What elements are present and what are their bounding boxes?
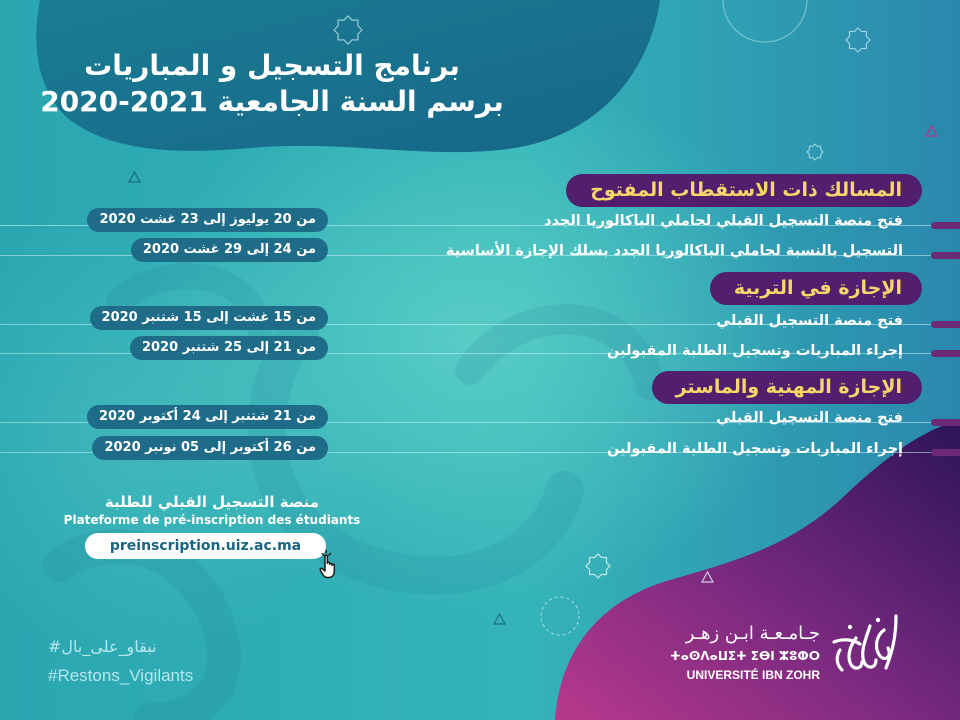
logo-stroke	[837, 650, 842, 670]
hashtag-arabic: #نبقاو_على_بال	[48, 637, 157, 656]
logo-stroke	[886, 616, 896, 668]
logo-stroke	[863, 626, 876, 667]
hand-pointer-icon	[315, 550, 343, 580]
poster-title-line-1: برنامج التسجيل و المباريات	[84, 49, 460, 82]
row-marker	[931, 252, 960, 259]
date-range-badge: من 15 غشت إلى 15 شتنبر 2020	[90, 306, 328, 330]
section-heading-professional-degree-master: الإجازة المهنية والماستر	[652, 371, 922, 404]
hand-shape	[320, 555, 334, 577]
section-heading-open-access-tracks: المسالك ذات الاستقطاب المفتوح	[566, 174, 922, 207]
platform-url-link[interactable]: preinscription.uiz.ac.ma	[85, 533, 326, 559]
schedule-step-label: التسجيل بالنسبة لحاملي الباكالوريا الجدد بسلك الإجازة الأساسية	[445, 243, 903, 259]
schedule-step-label: إجراء المباريات وتسجيل الطلبة المقبولين	[606, 343, 903, 359]
schedule-step-label: فتح منصة التسجيل القبلي	[716, 313, 903, 329]
university-name-french: UNIVERSITÉ IBN ZOHR	[686, 668, 820, 682]
row-marker	[931, 419, 960, 426]
logo-stroke	[877, 630, 890, 658]
university-name-tifinagh: ⵜⴰⵙⴷⴰⵡⵉⵜ ⵉⴱⵏ ⵣⵓⵀⵔ	[670, 649, 820, 663]
platform-title-french: Plateforme de pré-inscription des étudiants	[63, 513, 361, 527]
schedule-step-label: إجراء المباريات وتسجيل الطلبة المقبولين	[606, 441, 903, 457]
university-name-arabic: جـامـعـة ابـن زهـر	[685, 623, 820, 644]
row-marker	[931, 321, 960, 328]
logo-dot	[848, 625, 852, 629]
row-marker	[931, 222, 960, 229]
platform-title-arabic: منصة التسجيل القبلي للطلبة	[104, 493, 320, 511]
section-heading-education-degree: الإجازة في التربية	[710, 272, 922, 305]
date-range-badge: من 21 شتنبر إلى 24 أكتوبر 2020	[87, 405, 328, 429]
schedule-step-label: فتح منصة التسجيل القبلي	[716, 410, 903, 426]
row-marker	[931, 449, 960, 456]
date-range-badge: من 20 يوليوز إلى 23 غشت 2020	[87, 208, 328, 232]
row-marker	[931, 350, 960, 357]
schedule-step-label: فتح منصة التسجيل القبلي لحاملي الباكالوريا الجدد	[544, 213, 903, 229]
logo-dot	[876, 618, 880, 622]
date-range-badge: من 21 إلى 25 شتنبر 2020	[130, 336, 328, 360]
ibn-zohr-calligraphy-logo-icon	[830, 612, 910, 676]
date-range-badge: من 26 أكتوبر إلى 05 نونبر 2020	[92, 436, 328, 460]
logo-stroke	[834, 640, 860, 644]
hashtag-french: #Restons_Vigilants	[48, 666, 194, 685]
poster-title-line-2: برسم السنة الجامعية 2021-2020	[40, 85, 504, 118]
logo-strokes	[834, 616, 896, 670]
date-range-badge: من 24 إلى 29 غشت 2020	[131, 238, 328, 262]
